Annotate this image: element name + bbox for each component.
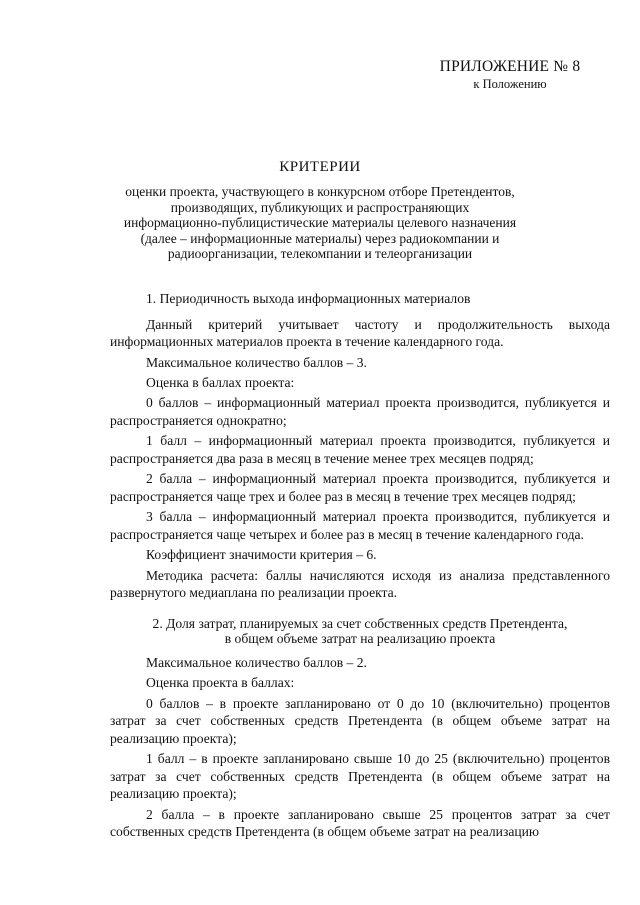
title-description-line: (далее – информационные материалы) через радиокомпании и <box>140 230 500 246</box>
section-1-paragraph: Оценка в баллах проекта: <box>146 374 295 390</box>
title-description <box>110 184 530 262</box>
section-2-paragraph: 2 балла – в проекте запланировано свыше 25 процентов затрат за счет собственных средств Претендента (в общем объеме затрат на реализацию <box>110 806 610 840</box>
section-2-heading <box>110 616 610 646</box>
appendix-header <box>430 58 590 92</box>
title-description-line: оценки проекта, участвующего в конкурсном отборе Претендентов, <box>125 184 515 199</box>
document-body <box>110 290 610 844</box>
section-1-paragraph: Методика расчета: баллы начисляются исходя из анализа представленного развернутого медиаплана по реализации проекта. <box>110 567 610 601</box>
section-1-paragraph: Данный критерий учитывает частоту и продолжительность выхода информационных материалов проекта в течение календарного года. <box>110 316 610 350</box>
section-2-paragraph: Максимальное количество баллов – 2. <box>146 654 367 670</box>
title-description-line: информационно-публицистические материалы целевого назначения <box>123 215 517 231</box>
appendix-subtitle: к Положению <box>473 77 547 91</box>
title-description-line: производящих, публикующих и распространяющих <box>170 199 470 215</box>
section-2-heading-line: в общем объеме затрат на реализацию проекта <box>224 630 496 646</box>
section-1-paragraph: 0 баллов – информационный материал проекта производится, публикуется и распространяется однократно; <box>110 395 610 428</box>
title-block <box>110 158 530 262</box>
section-2-heading-line: 2. Доля затрат, планируемых за счет собственных средств Претендента, <box>152 615 568 631</box>
section-1-paragraph: Максимальное количество баллов – 3. <box>146 354 367 370</box>
section-1-heading: 1. Периодичность выхода информационных материалов <box>146 291 471 306</box>
section-1-paragraph: 1 балл – информационный материал проекта производится, публикуется и распространяется два раза в месяц в течение менее трех месяцев подряд; <box>110 433 610 466</box>
section-2-paragraph: Оценка проекта в баллах: <box>146 675 295 691</box>
appendix-number: ПРИЛОЖЕНИЕ № 8 <box>439 58 581 75</box>
section-1-paragraph: 2 балла – информационный материал проекта производится, публикуется и распространяется чаще трех и более раз в месяц в течение трех месяцев подряд; <box>110 471 610 504</box>
section-2-paragraph: 0 баллов – в проекте запланировано от 0 до 10 (включительно) процентов затрат за счет собственных средств Претендента (в общем объеме затрат на реализацию проекта); <box>110 695 610 746</box>
title-description-line: радиоорганизации, телекомпании и телеорганизации <box>167 246 473 262</box>
section-2-paragraph: 1 балл – в проекте запланировано свыше 10 до 25 (включительно) процентов затрат за счет собственных средств Претендента (в общем объеме затрат на реализацию проекта); <box>110 751 610 802</box>
document-title: КРИТЕРИИ <box>279 159 361 175</box>
section-1-paragraph: Коэффициент значимости критерия – 6. <box>146 547 377 563</box>
section-1-paragraph: 3 балла – информационный материал проекта производится, публикуется и распространяется чаще четырех и более раз в месяц в течение календарного года. <box>110 509 610 542</box>
